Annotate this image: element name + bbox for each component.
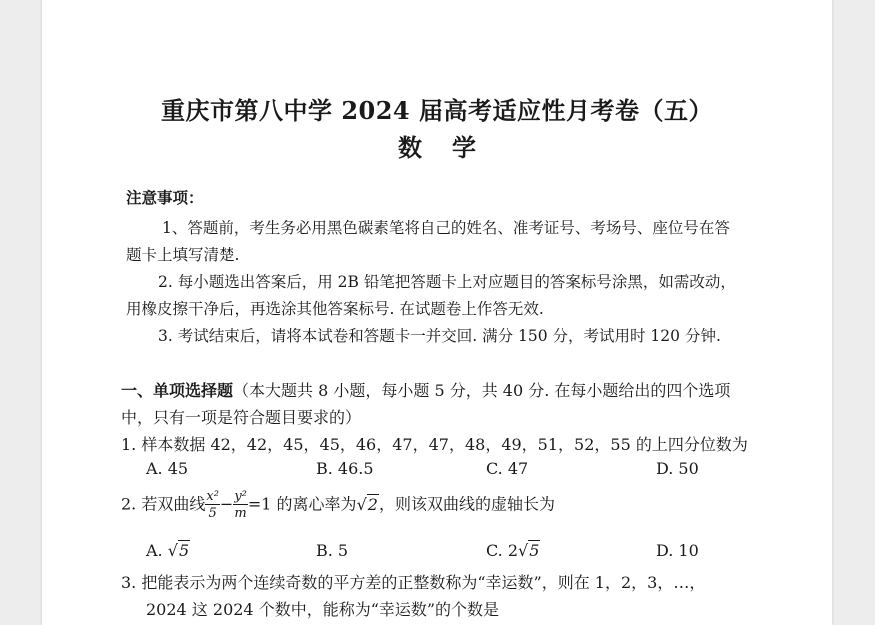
exam-page <box>42 0 832 625</box>
q1-option-c: C. 47 <box>486 459 529 478</box>
q1-option-b: B. 46.5 <box>316 459 374 478</box>
notice-line-1: 1、答题前，考生务必用黑色碳素笔将自己的姓名、准考证号、考场号、座位号在答 <box>162 219 730 237</box>
q2-fraction-y <box>233 490 248 520</box>
q2-sqrt-value: 2 <box>367 494 378 514</box>
q2-option-d: D. 10 <box>656 541 699 560</box>
notice-line-4: 用橡皮擦干净后，再选涂其他答案标号. 在试题卷上作答无效. <box>126 300 544 318</box>
exam-subject: 数学 <box>398 133 506 162</box>
q1-option-a: A. 45 <box>146 459 189 478</box>
section-1-line-1 <box>121 378 730 401</box>
q2-option-c-rad: 5 <box>529 541 540 560</box>
section-1-line-2: 中，只有一项是符合题目要求的） <box>121 408 362 427</box>
section-1-heading: 一、单项选择题 <box>121 381 234 400</box>
q2-option-c <box>486 541 540 560</box>
q2-frac2-num: y² <box>234 489 247 504</box>
q2-option-a-sqrt: √5 <box>167 541 190 560</box>
notice-heading: 注意事项： <box>126 189 204 207</box>
q2-prefix: 2. 若双曲线 <box>121 494 206 514</box>
question-1: 1. 样本数据 42，42，45，45，46，47，47，48，49，51，52，55 的上四分位数为 <box>121 435 748 454</box>
notice-line-5: 3. 考试结束后，请将本试卷和答题卡一并交回. 满分 150 分，考试用时 120 分钟. <box>158 327 721 345</box>
q2-equals: =1 的离心率为 <box>247 494 357 514</box>
notice-line-3: 2. 每小题选出答案后，用 2B 铅笔把答题卡上对应题目的答案标号涂黑，如需改动， <box>158 273 736 291</box>
q2-minus: − <box>219 494 234 514</box>
exam-title: 重庆市第八中学 2024 届高考适应性月考卷（五） <box>160 96 713 125</box>
notice-line-2: 题卡上填写清楚. <box>126 246 240 264</box>
q2-frac2-den: m <box>234 506 247 521</box>
q2-suffix: ，则该双曲线的虚轴长为 <box>378 494 555 514</box>
question-3-line-2: 2024 这 2024 个数中，能称为“幸运数”的个数是 <box>146 600 500 619</box>
section-1-desc: （本大题共 8 小题，每小题 5 分，共 40 分. 在每小题给出的四个选项 <box>233 381 731 400</box>
q2-frac1-den: 5 <box>205 504 220 520</box>
q2-option-b: B. 5 <box>316 541 349 560</box>
q2-sqrt: √2 <box>356 494 378 514</box>
question-3-line-1: 3. 把能表示为两个连续奇数的平方差的正整数称为“幸运数”，则在 1，2，3，…， <box>121 573 706 592</box>
q2-fraction-x <box>205 490 220 520</box>
q2-option-c-sqrt: √5 <box>518 541 540 560</box>
q2-frac1-num: x² <box>206 489 219 504</box>
q2-option-a-rad: 5 <box>178 541 190 560</box>
question-2 <box>121 490 555 520</box>
q2-option-c-label: C. 2 <box>486 541 519 560</box>
q1-option-d: D. 50 <box>656 459 699 478</box>
q2-option-a <box>146 541 190 560</box>
q2-option-a-label: A. <box>146 541 168 560</box>
